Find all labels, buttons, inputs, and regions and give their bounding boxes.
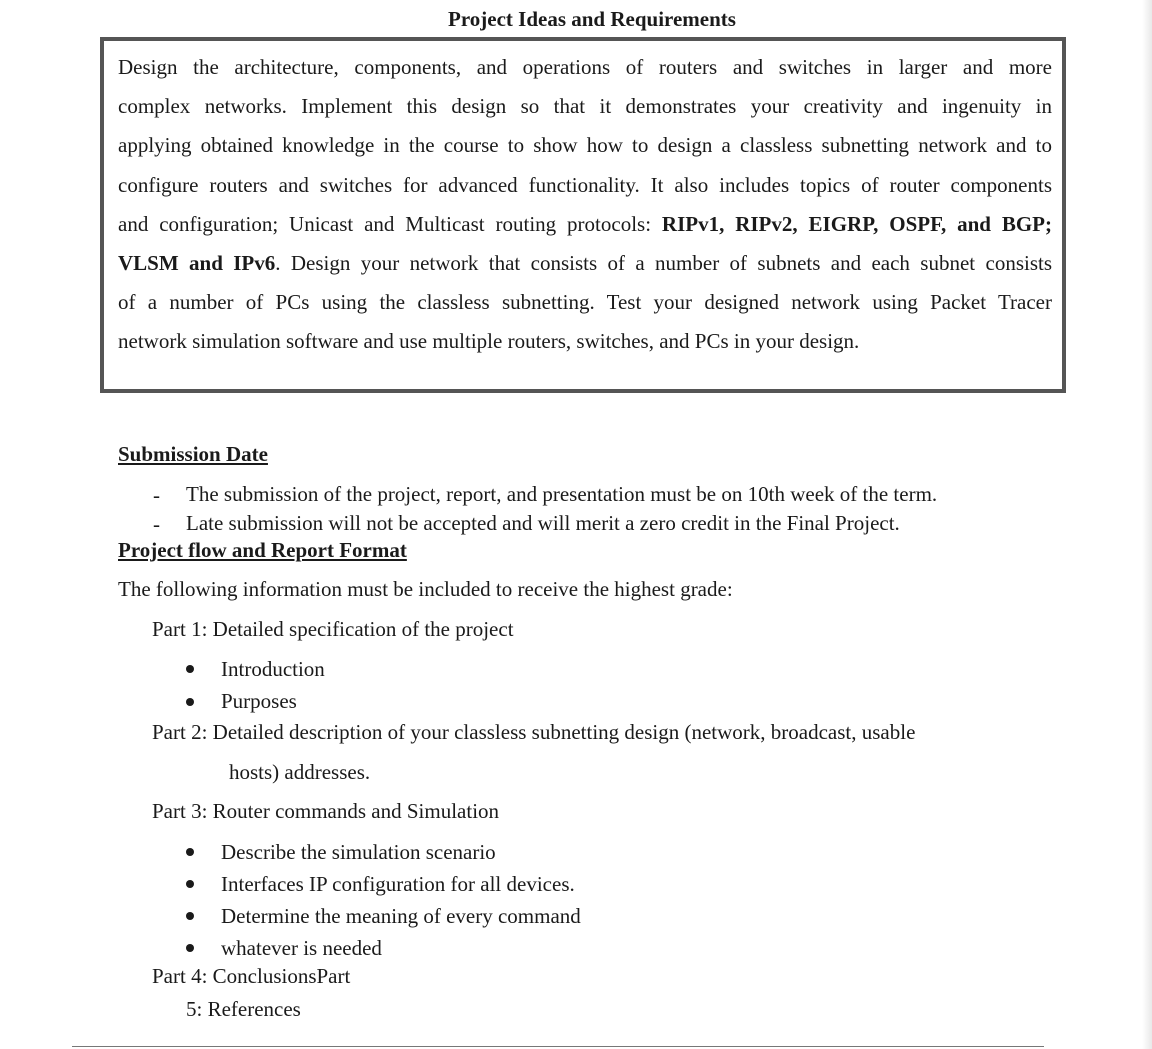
bullet-icon xyxy=(186,665,194,673)
report-intro: The following information must be included to receive the highest grade: xyxy=(118,577,733,601)
page-title: Project Ideas and Requirements xyxy=(448,7,736,31)
bottom-divider xyxy=(72,1046,1044,1047)
part4-title: Part 4: ConclusionsPart xyxy=(152,964,351,988)
requirements-box xyxy=(100,37,1066,393)
bullet-icon xyxy=(186,912,194,920)
part2-title: Part 2: Detailed description of your classless subnetting design (network, broadcast, usable xyxy=(152,720,916,744)
list-item: Interfaces IP configuration for all devices. xyxy=(221,872,575,896)
requirements-line: applying obtained knowledge in the course to show how to design a classless subnetting network and to xyxy=(118,133,1052,158)
list-item: Introduction xyxy=(221,657,325,681)
list-item: Determine the meaning of every command xyxy=(221,904,581,928)
submission-item: The submission of the project, report, and presentation must be on 10th week of the term. xyxy=(186,482,938,506)
bullet-icon xyxy=(186,848,194,856)
requirements-line: of a number of PCs using the classless subnetting. Test your designed network using Packet Tracer xyxy=(118,290,1052,315)
routing-protocols: RIPv1, RIPv2, EIGRP, OSPF, and BGP; xyxy=(661,211,1053,236)
dash-bullet: - xyxy=(153,483,160,507)
requirements-line: configure routers and switches for advanced functionality. It also includes topics of router components xyxy=(118,172,1052,197)
requirements-line xyxy=(118,205,1052,244)
vlsm-ipv6: VLSM and IPv6 xyxy=(118,251,276,276)
list-item: Describe the simulation scenario xyxy=(221,840,496,864)
submission-item: Late submission will not be accepted and will merit a zero credit in the Final Project. xyxy=(186,511,900,535)
requirements-line: Design the architecture, components, and operations of routers and switches in larger and more xyxy=(118,55,1052,79)
requirements-line xyxy=(118,244,1052,283)
part2-continuation: hosts) addresses. xyxy=(229,760,371,784)
part1-title: Part 1: Detailed specification of the project xyxy=(152,617,514,641)
page-edge-shadow xyxy=(1142,0,1152,1049)
dash-bullet: - xyxy=(153,512,160,536)
requirements-text xyxy=(118,48,1052,362)
requirements-line: network simulation software and use multiple routers, switches, and PCs in your design. xyxy=(118,329,860,354)
list-item: whatever is needed xyxy=(221,936,382,960)
bullet-icon xyxy=(186,698,194,706)
submission-heading: Submission Date xyxy=(118,442,268,466)
requirements-line: complex networks. Implement this design so that it demonstrates your creativity and ingenuity in xyxy=(118,94,1052,119)
report-heading: Project flow and Report Format xyxy=(118,538,407,562)
part3-title: Part 3: Router commands and Simulation xyxy=(152,799,500,823)
bullet-icon xyxy=(186,944,194,952)
requirements-text-span: . Design your network that consists of a number of subnets and each subnet consists xyxy=(275,251,1052,276)
requirements-text-span: and configuration; Unicast and Multicast routing protocols: xyxy=(118,211,662,236)
bullet-icon xyxy=(186,880,194,888)
part5-title: 5: References xyxy=(186,997,301,1021)
list-item: Purposes xyxy=(221,689,297,713)
